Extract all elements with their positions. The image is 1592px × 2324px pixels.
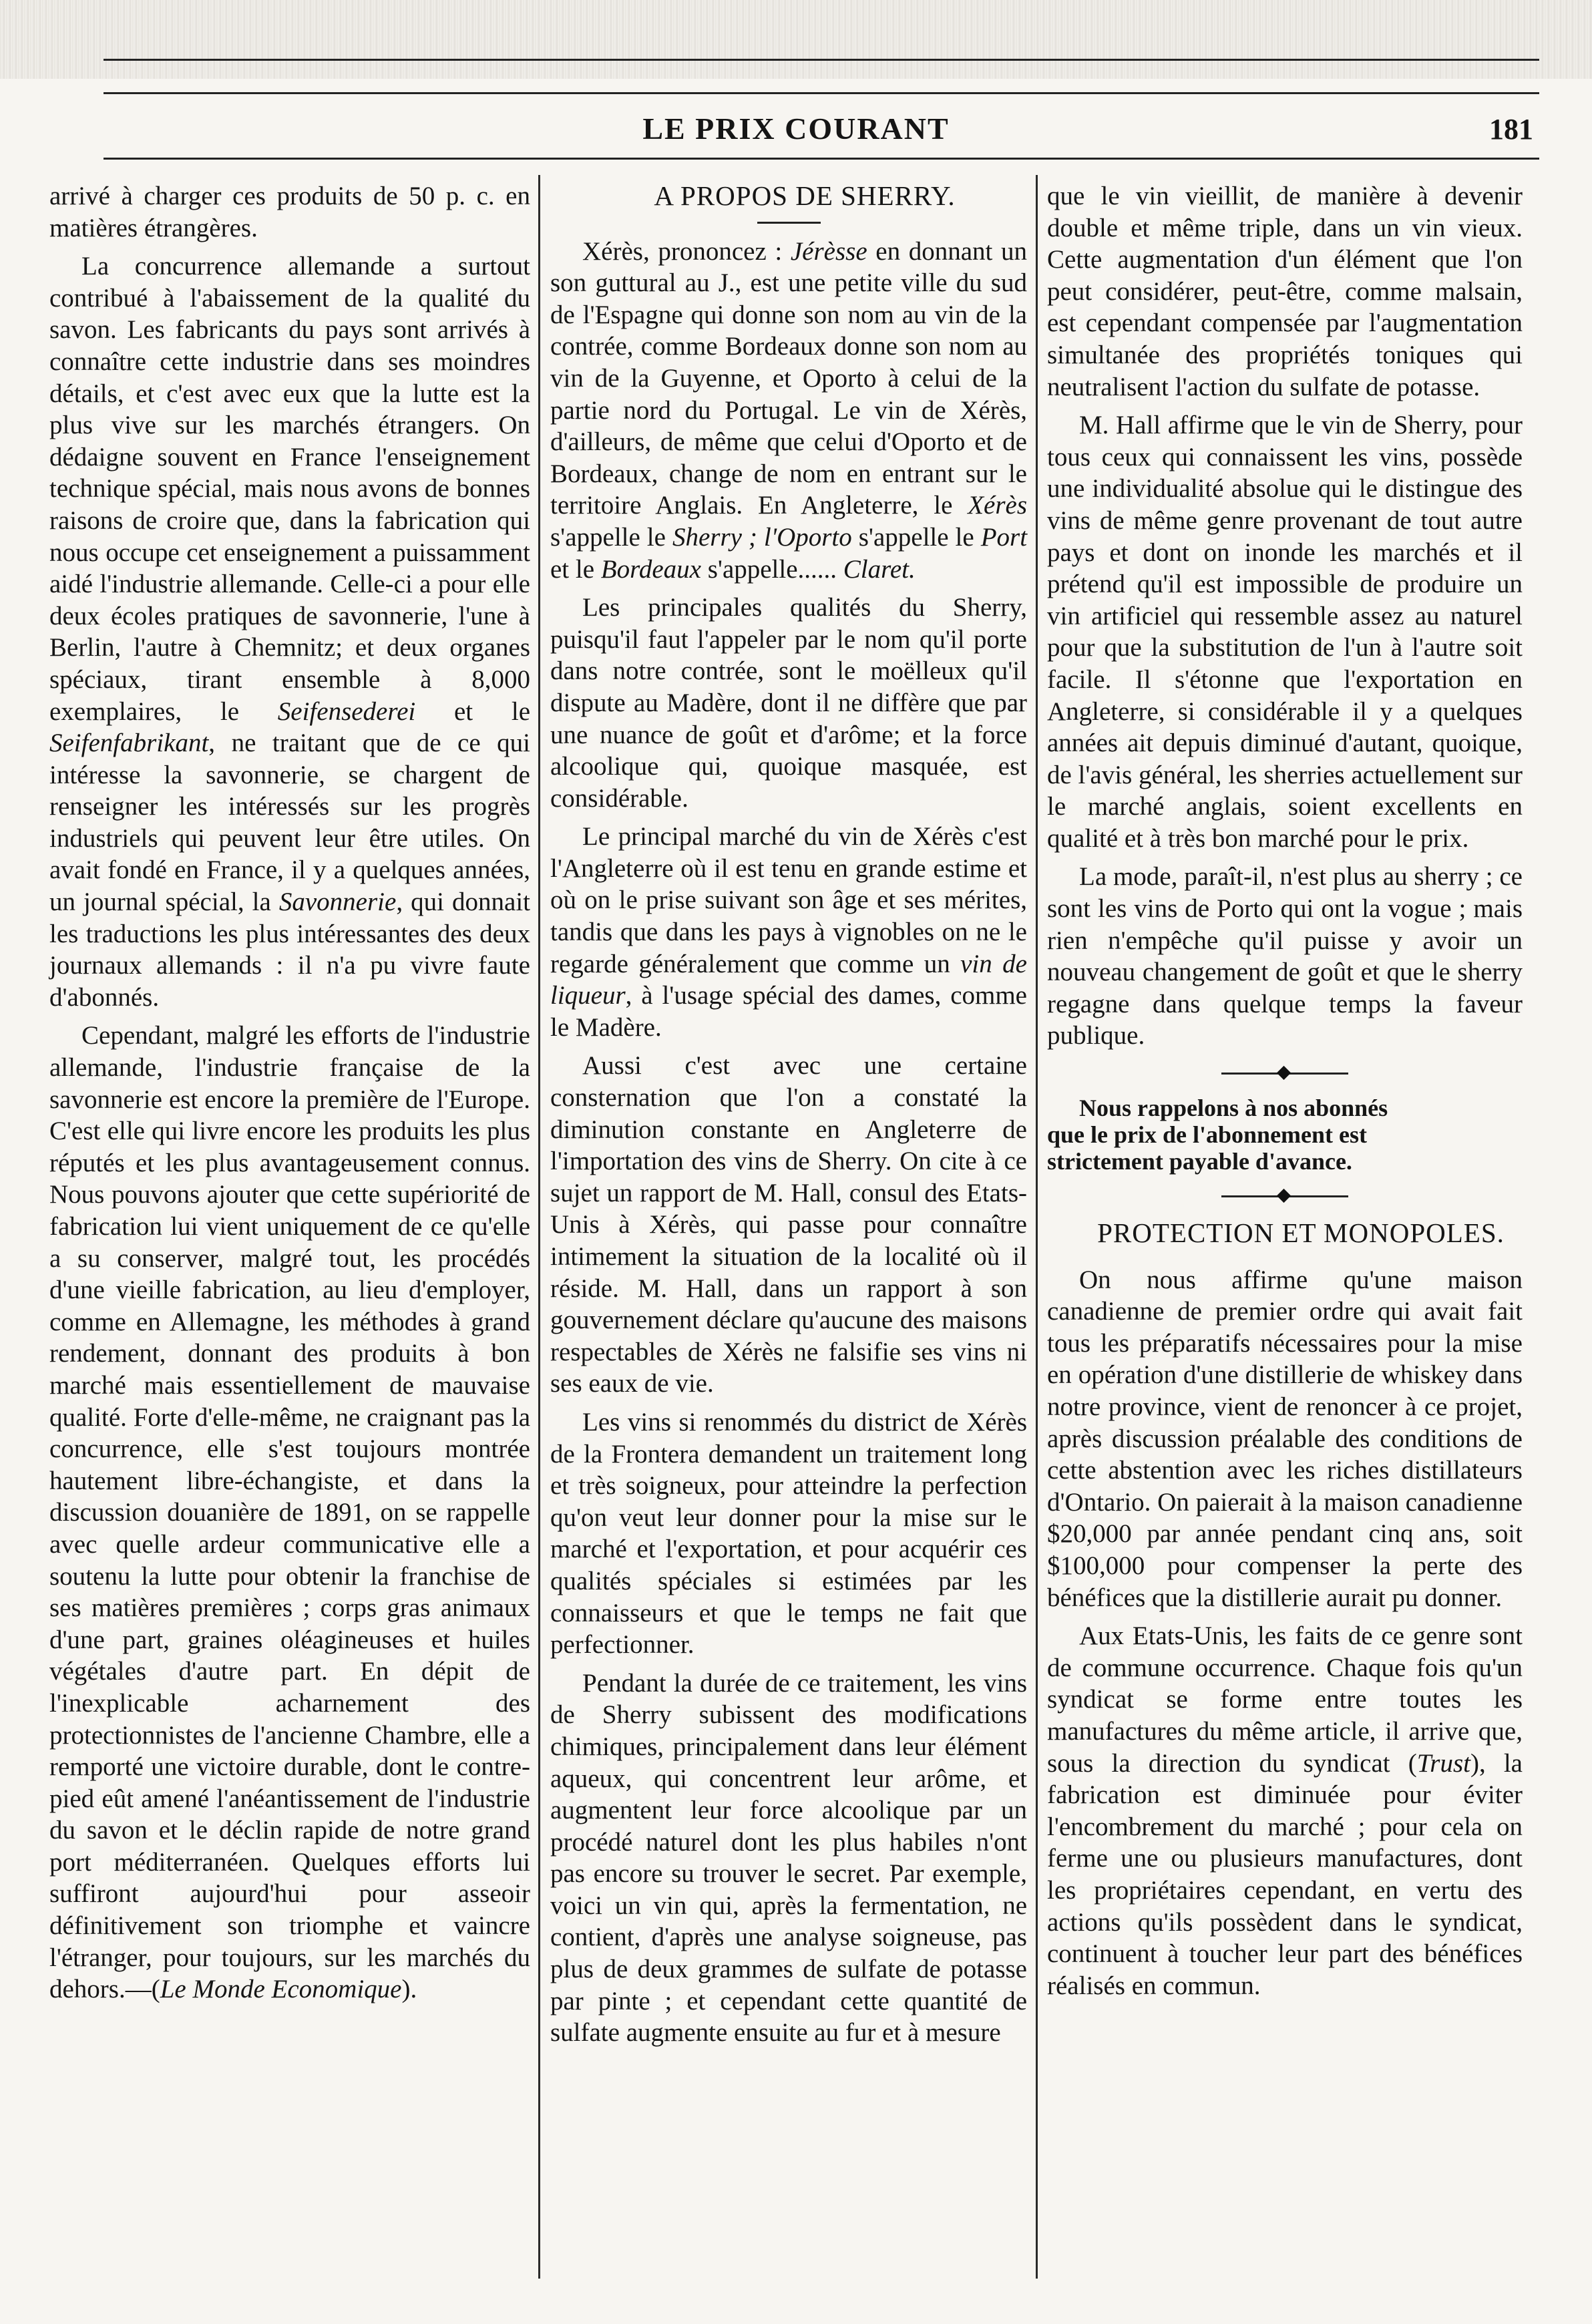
paragraph: Pendant la durée de ce traitement, les vins de Sherry subissent des modifications chimiques, principalement dans leur élément aqueux, qui concentrent leur arôme, et augmentent leur force alcoolique par un procédé naturel dont les plus habiles n'ont pas encore su trouver le secret. Par exemple, voici un vin qui, après la fermentation, ne contient, d'après une analyse soigneuse, pas plus de deux grammes de sulfate de potasse par pinte ; et cependant cette quantité de sulfate augmente ensuite au fur et à mesure (550, 1668, 1027, 2048)
spacer (1047, 1249, 1523, 1264)
page-number: 181 (1489, 113, 1533, 146)
heading-rule (757, 222, 821, 224)
paragraph: Le principal marché du vin de Xérès c'est l'Angleterre où il est tenu en grande estime et où on le prise suivant son âge et ses mérites, tandis que dans les pays à vignobles on ne le regarde généralement que comme un vin de liqueur, à l'usage spécial des dames, comme le Madère. (550, 822, 1027, 1042)
paragraph: La concurrence allemande a surtout contribué à l'abaissement de la qualité du savon. Les fabricants du pays sont arrivés à connaître cette industrie dans ses moindres détails, et c'est avec eux que la lutte est la plus vive sur les marchés étrangers. On dédaigne souvent en France l'enseignement technique spécial, mais nous avons de bonnes raisons de croire que, dans la fabrication qui nous occupe cet enseignement a puissamment aidé l'industrie allemande. Celle-ci a pour elle deux écoles pratiques de savonnerie, l'une à Berlin, l'autre à Chemnitz; et deux organes spéciaux, tirant ensemble à 8,000 exemplaires, le Seifensederei et le Seifenfabrikant, ne traitant que de ce qui intéresse la savonnerie, se chargent de renseigner les intéressés sur les progrès industriels qui peuvent leur être utiles. On avait fondé en France, il y a quelques années, un journal spécial, la Savonnerie, qui donnait les traductions les plus intéressantes des deux journaux allemands : il n'a pu vivre faute d'abonnés. (49, 252, 531, 1012)
paragraph: arrivé à charger ces produits de 50 p. c. en matières étrangères. (49, 182, 530, 242)
paragraph: Cependant, malgré les efforts de l'industrie allemande, l'industrie française de la savonnerie est encore la première de l'Europe. C'est elle qui livre encore les produits les plus réputés et les plus avantageusement connus. Nous pouvons ajouter que cette supériorité de fabrication lui vient uniquement de ce qu'elle a su conserver, malgré tout, les procédés d'une vieille fabrication, au lieu d'employer, comme en Allemagne, les méthodes à grand rendement, donnant des produits à bon marché mais essentiellement de mauvaise qualité. Forte d'elle-même, ne craignant pas la concurrence, elle s'est toujours montrée hautement libre-échangiste, et dans la discussion douanière de 1891, on se rappelle avec quelle ardeur communicative elle a soutenu la lutte pour obtenir la franchise de ses matières premières ; corps gras animaux d'une part, graines oléagineuses et huiles végétales d'autre part. En dépit de l'inexplicable acharnement des protectionnistes de l'ancienne Chambre, elle a remporté une victoire durable, dont le contre-pied eût amené l'anéantissement de l'industrie du savon et le déclin rapide de notre grand port méditerranéen. Quelques efforts lui suffiront aujourd'hui pour asseoir définitivement son triomphe et vaincre l'étranger, pour toujours, sur les marchés du dehors.—(Le Monde Economique). (49, 1021, 530, 2004)
column-right (1047, 180, 1523, 2001)
running-title: LE PRIX COURANT (642, 112, 950, 146)
paragraph: La mode, paraît-il, n'est plus au sherry ; ce sont les vins de Porto qui ont la vogue ; mais rien n'empêche qu'il puisse y avoir un nouveau changement de goût et que le sherry regagne dans quelque temps la faveur publique. (1047, 862, 1523, 1050)
article-heading: PROTECTION ET MONOPOLES. (1097, 1217, 1505, 1249)
paragraph: Les principales qualités du Sherry, puisqu'il faut l'appeler par le nom qu'il porte dans notre contrée, sont le moëlleux qu'il dispute au Madère, dont il ne diffère que par une nuance de goût et d'arôme; et la force alcoolique qui, quoique masquée, est considérable. (550, 593, 1027, 813)
column-divider (1036, 175, 1038, 2279)
paragraph: que le vin vieillit, de manière à devenir double et même triple, dans un vin vieux. Cette augmentation d'un élément que l'on peut considérer, peut-être, comme malsain, est cependant compensée par l'augmentation simultanée des propriétés toniques qui neutralisent l'action du sulfate de potasse. (1047, 182, 1523, 401)
ornamental-divider (1221, 1189, 1348, 1203)
top-rule (104, 59, 1539, 61)
paragraph: Aussi c'est avec une certaine consternation que l'on a constaté la diminution constante en Angleterre de l'importation des vins de Sherry. On cite à ce sujet un rapport de M. Hall, consul des Etats-Unis à Xérès, qui passe pour connaître intimement la situation de la localité où il réside. M. Hall, dans un rapport à son gouvernement déclare qu'aucune des maisons respectables de Xérès ne falsifie ses vins ni ses eaux de vie. (550, 1051, 1027, 1398)
paragraph: Xérès, prononcez : Jérèsse en donnant un son guttural au J., est une petite ville du sud de l'Espagne qui donne son nom au vin de la contrée, comme Bordeaux donne son nom au vin de la Guyenne, et Oporto à celui de la partie nord du Portugal. Le vin de Xérès, d'ailleurs, de même que celui d'Oporto et de Bordeaux, change de nom en entrant sur le territoire Anglais. En Angleterre, le Xérès s'appelle le Sherry ; l'Oporto s'appelle le Port et le Bordeaux s'appelle...... Claret. (550, 236, 1028, 584)
article-heading: A PROPOS DE SHERRY. (654, 180, 956, 211)
column-middle (550, 180, 1027, 2049)
paragraph: On nous affirme qu'une maison canadienne de premier ordre qui avait fait tous les préparatifs nécessaires pour la mise en opération d'une distillerie de whiskey dans notre province, vient de renoncer à ce projet, après discussion préalable des conditions de cette abstention avec les riches distillateurs d'Ontario. On paierait à la maison canadienne $20,000 par année pendant cinq ans, soit $100,000 pour compenser la perte des bénéfices que la distillerie aurait pu donner. (1047, 1265, 1523, 1612)
paragraph: Les vins si renommés du district de Xérès de la Frontera demandent un traitement long et très soigneux, pour atteindre la perfection qu'on veut leur donner pour la mise sur le marché et l'exportation, et pour acquérir ces qualités spéciales si estimées par les connaisseurs et que le temps ne fait que perfectionner. (550, 1407, 1027, 1660)
paragraph: Aux Etats-Unis, les faits de ce genre sont de commune occurrence. Chaque fois qu'un syndicat se forme entre toutes les manufactures du même article, il arrive que, sous la direction du syndicat (Trust), la fabrication est diminuée pour éviter l'encombrement du marché ; pour cela on ferme une ou plusieurs manufactures, dont les propriétaires cependant, en vertu des actions qu'ils possèdent dans le syndicat, continuent à toucher leur part des bénéfices réalisés en commun. (1047, 1621, 1523, 2000)
ornamental-divider (1221, 1067, 1348, 1080)
scan-noise-band (0, 0, 1592, 79)
subscription-notice: Nous rappelons à nos abonnés que le prix de l'abonnement est strictement payable d'avance. (1047, 1095, 1388, 1175)
header-rule (104, 92, 1539, 94)
paragraph: M. Hall affirme que le vin de Sherry, pour tous ceux qui connaissent les vins, possède une individualité absolue qui le distingue des vins de même genre provenant de tout autre pays et dont on inonde les marchés et il prétend qu'il est impossible de produire un vin artificiel qui ressemble assez au naturel pour que la substitution de l'un à l'autre soit facile. Il s'étonne que l'exportation en Angleterre, si considérable il y a quelques années ait depuis diminué d'autant, quoique, de l'avis général, les sherries actuellement sur le marché anglais, soient excellents en qualité et à très bon marché pour le prix. (1047, 411, 1523, 853)
column-divider (538, 175, 540, 2279)
masthead-rule (104, 158, 1539, 160)
column-left (49, 180, 530, 2005)
